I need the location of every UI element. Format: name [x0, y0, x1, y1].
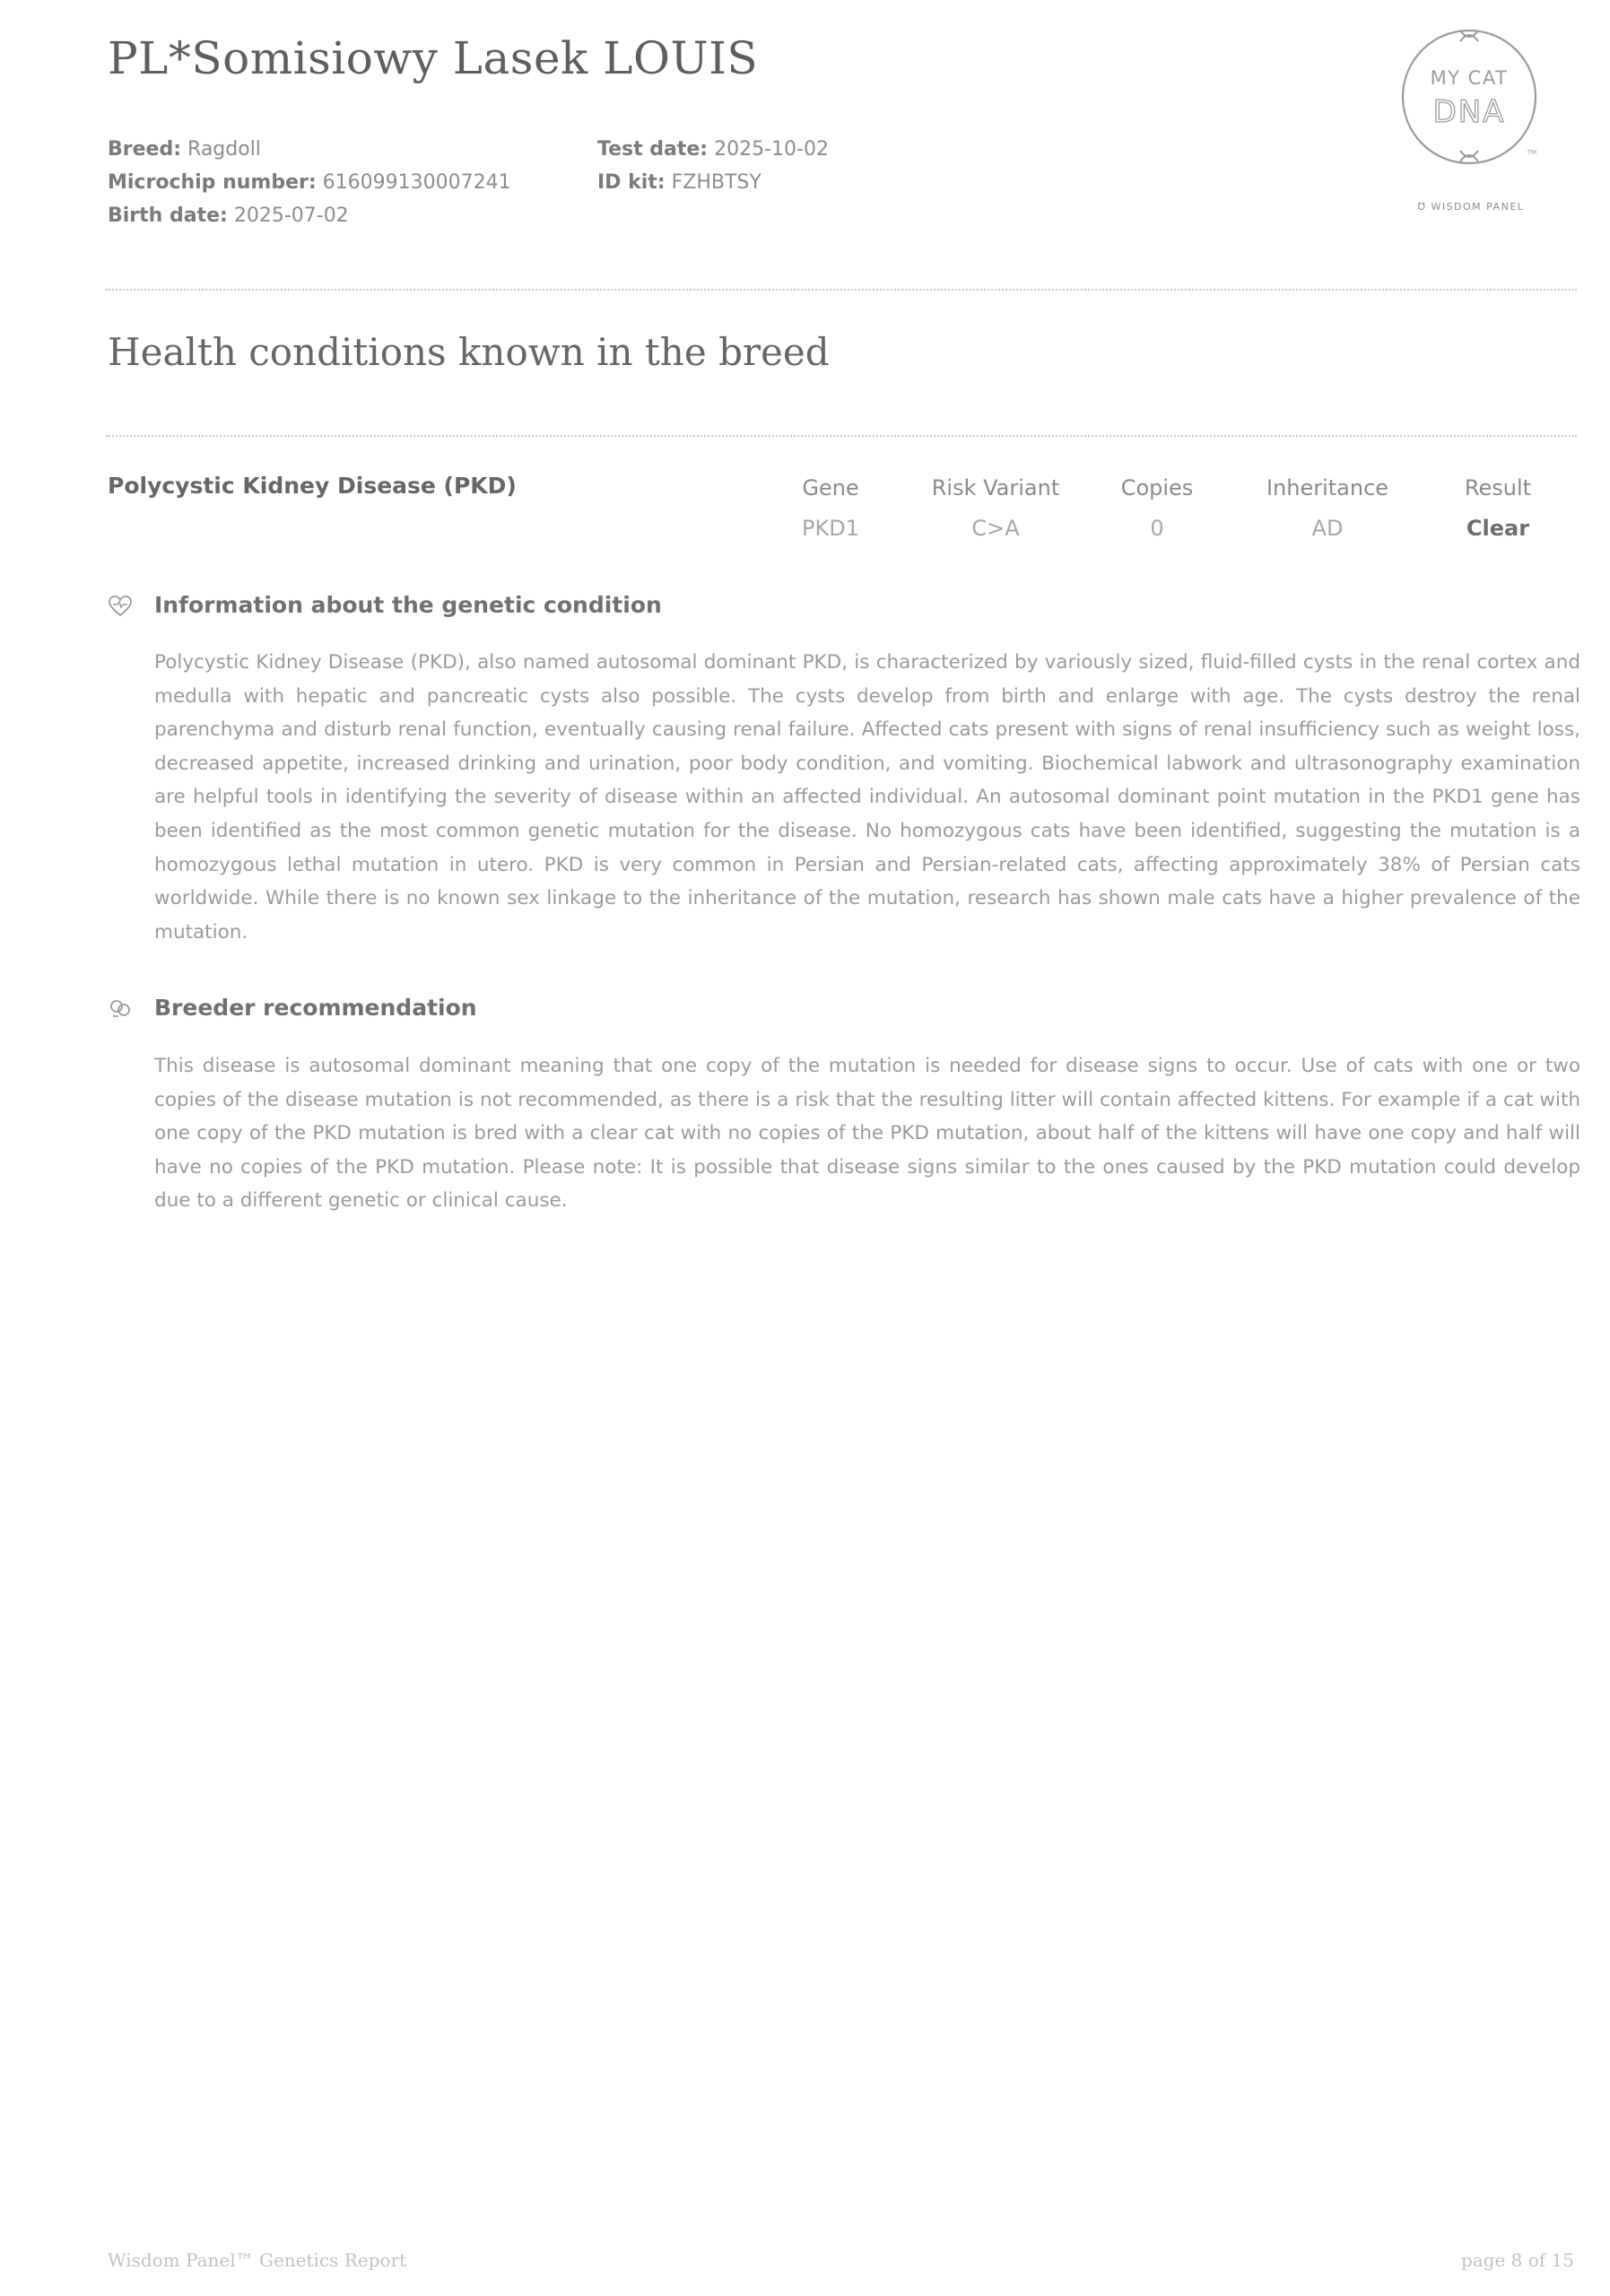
breeder-paragraph: This disease is autosomal dominant meaning that one copy of the mutation is needed for disease signs to occur. Use of cats with one or two copies of the disease mutation is not recommended, as there is a risk that the resulting litter will contain affected kittens. For example if a cat with one copy of the PKD mutation is bred with a clear cat with no copies of the PKD mutation, about half of the kittens will have one copy and half will have no copies of the PKD mutation. Please note: It is possible that disease signs similar to the ones caused by the PKD mutation could develop due to a different genetic or clinical cause. — [154, 1055, 1580, 1213]
cat-name-title: PL*Somisiowy Lasek LOUIS — [108, 32, 759, 84]
copies-header: Copies — [1120, 475, 1194, 500]
heart-icon — [108, 594, 133, 619]
kit-id-row — [597, 166, 829, 199]
logo-tm: TM — [1527, 149, 1537, 156]
microchip-value: 616099130007241 — [322, 171, 511, 194]
footer-report-name: Wisdom Panel™ Genetics Report — [108, 2249, 407, 2271]
test-date-row — [597, 133, 829, 166]
breed-value: Ragdoll — [187, 138, 261, 161]
risk-variant-header: Risk Variant — [931, 475, 1060, 500]
logo-line2: DNA — [1432, 94, 1506, 130]
condition-name: Polycystic Kidney Disease (PKD) — [108, 473, 517, 499]
test-date-value: 2025-10-02 — [714, 138, 829, 161]
breed-label: Breed: — [108, 138, 182, 161]
logo-line1: MY CAT — [1430, 67, 1509, 89]
kit-id-label: ID kit: — [597, 171, 666, 194]
divider-section — [106, 435, 1577, 437]
birth-date-row — [108, 199, 511, 232]
section-title: Health conditions known in the breed — [108, 330, 830, 374]
footer-page-number: page 8 of 15 — [1460, 2249, 1574, 2271]
dna-top-icon — [1460, 30, 1478, 41]
inheritance-column — [1242, 475, 1413, 541]
breeder-heading: Breeder recommendation — [154, 995, 477, 1021]
wisdom-panel-mark — [1399, 201, 1543, 213]
result-header: Result — [1464, 475, 1532, 500]
copies-value: 0 — [1150, 516, 1164, 541]
kit-id-value: FZHBTSY — [671, 171, 761, 194]
dna-bottom-icon — [1460, 151, 1478, 161]
info-paragraph: Polycystic Kidney Disease (PKD), also named autosomal dominant PKD, is characterized by variously sized, fluid-filled cysts in the renal cortex and medulla with hepatic and pancreatic cysts also possible. The cysts develop from birth and enlarge with age. The cysts destroy the renal parenchyma and disturb renal function, eventually causing renal failure. Affected cats present with signs of renal insufficiency such as weight loss, decreased appetite, increased drinking and urination, poor body condition, and vomiting. Biochemical labwork and ultrasonography examination are helpful tools in identifying the severity of disease within an affected individual. An autosomal dominant point mutation in the PKD1 gene has been identified as the most common genetic mutation for the disease. No homozygous cats have been identified, suggesting the mutation is a homozygous lethal mutation in utero. PKD is very common in Persian and Persian-related cats, affecting approximately 38% of Persian cats worldwide. While there is no known sex linkage to the inheritance of the mutation, research has shown male cats have a higher prevalence of the mutation. — [154, 651, 1580, 944]
copies-column — [1094, 475, 1220, 541]
risk-variant-column — [906, 475, 1085, 541]
cat-details-right — [597, 133, 829, 199]
microchip-label: Microchip number: — [108, 171, 317, 194]
birth-date-label: Birth date: — [108, 204, 228, 227]
birth-date-value: 2025-07-02 — [233, 204, 349, 227]
risk-variant-value: C>A — [971, 516, 1020, 541]
microchip-row — [108, 166, 511, 199]
inheritance-value: AD — [1311, 516, 1344, 541]
breed-row — [108, 133, 511, 166]
cat-details-left — [108, 133, 511, 232]
result-value: Clear — [1466, 516, 1530, 541]
gene-column — [777, 475, 884, 541]
my-cat-dna-logo — [1397, 23, 1545, 167]
gene-value: PKD1 — [802, 516, 859, 541]
breeding-icon — [108, 996, 133, 1022]
inheritance-header: Inheritance — [1266, 475, 1389, 500]
wisdom-panel-icon: ℧ — [1417, 201, 1427, 213]
info-heading: Information about the genetic condition — [154, 592, 662, 618]
divider-top — [106, 289, 1577, 291]
wisdom-panel-label: WISDOM PANEL — [1431, 201, 1525, 213]
test-date-label: Test date: — [597, 138, 709, 161]
result-column — [1431, 475, 1565, 541]
gene-header: Gene — [802, 475, 859, 500]
